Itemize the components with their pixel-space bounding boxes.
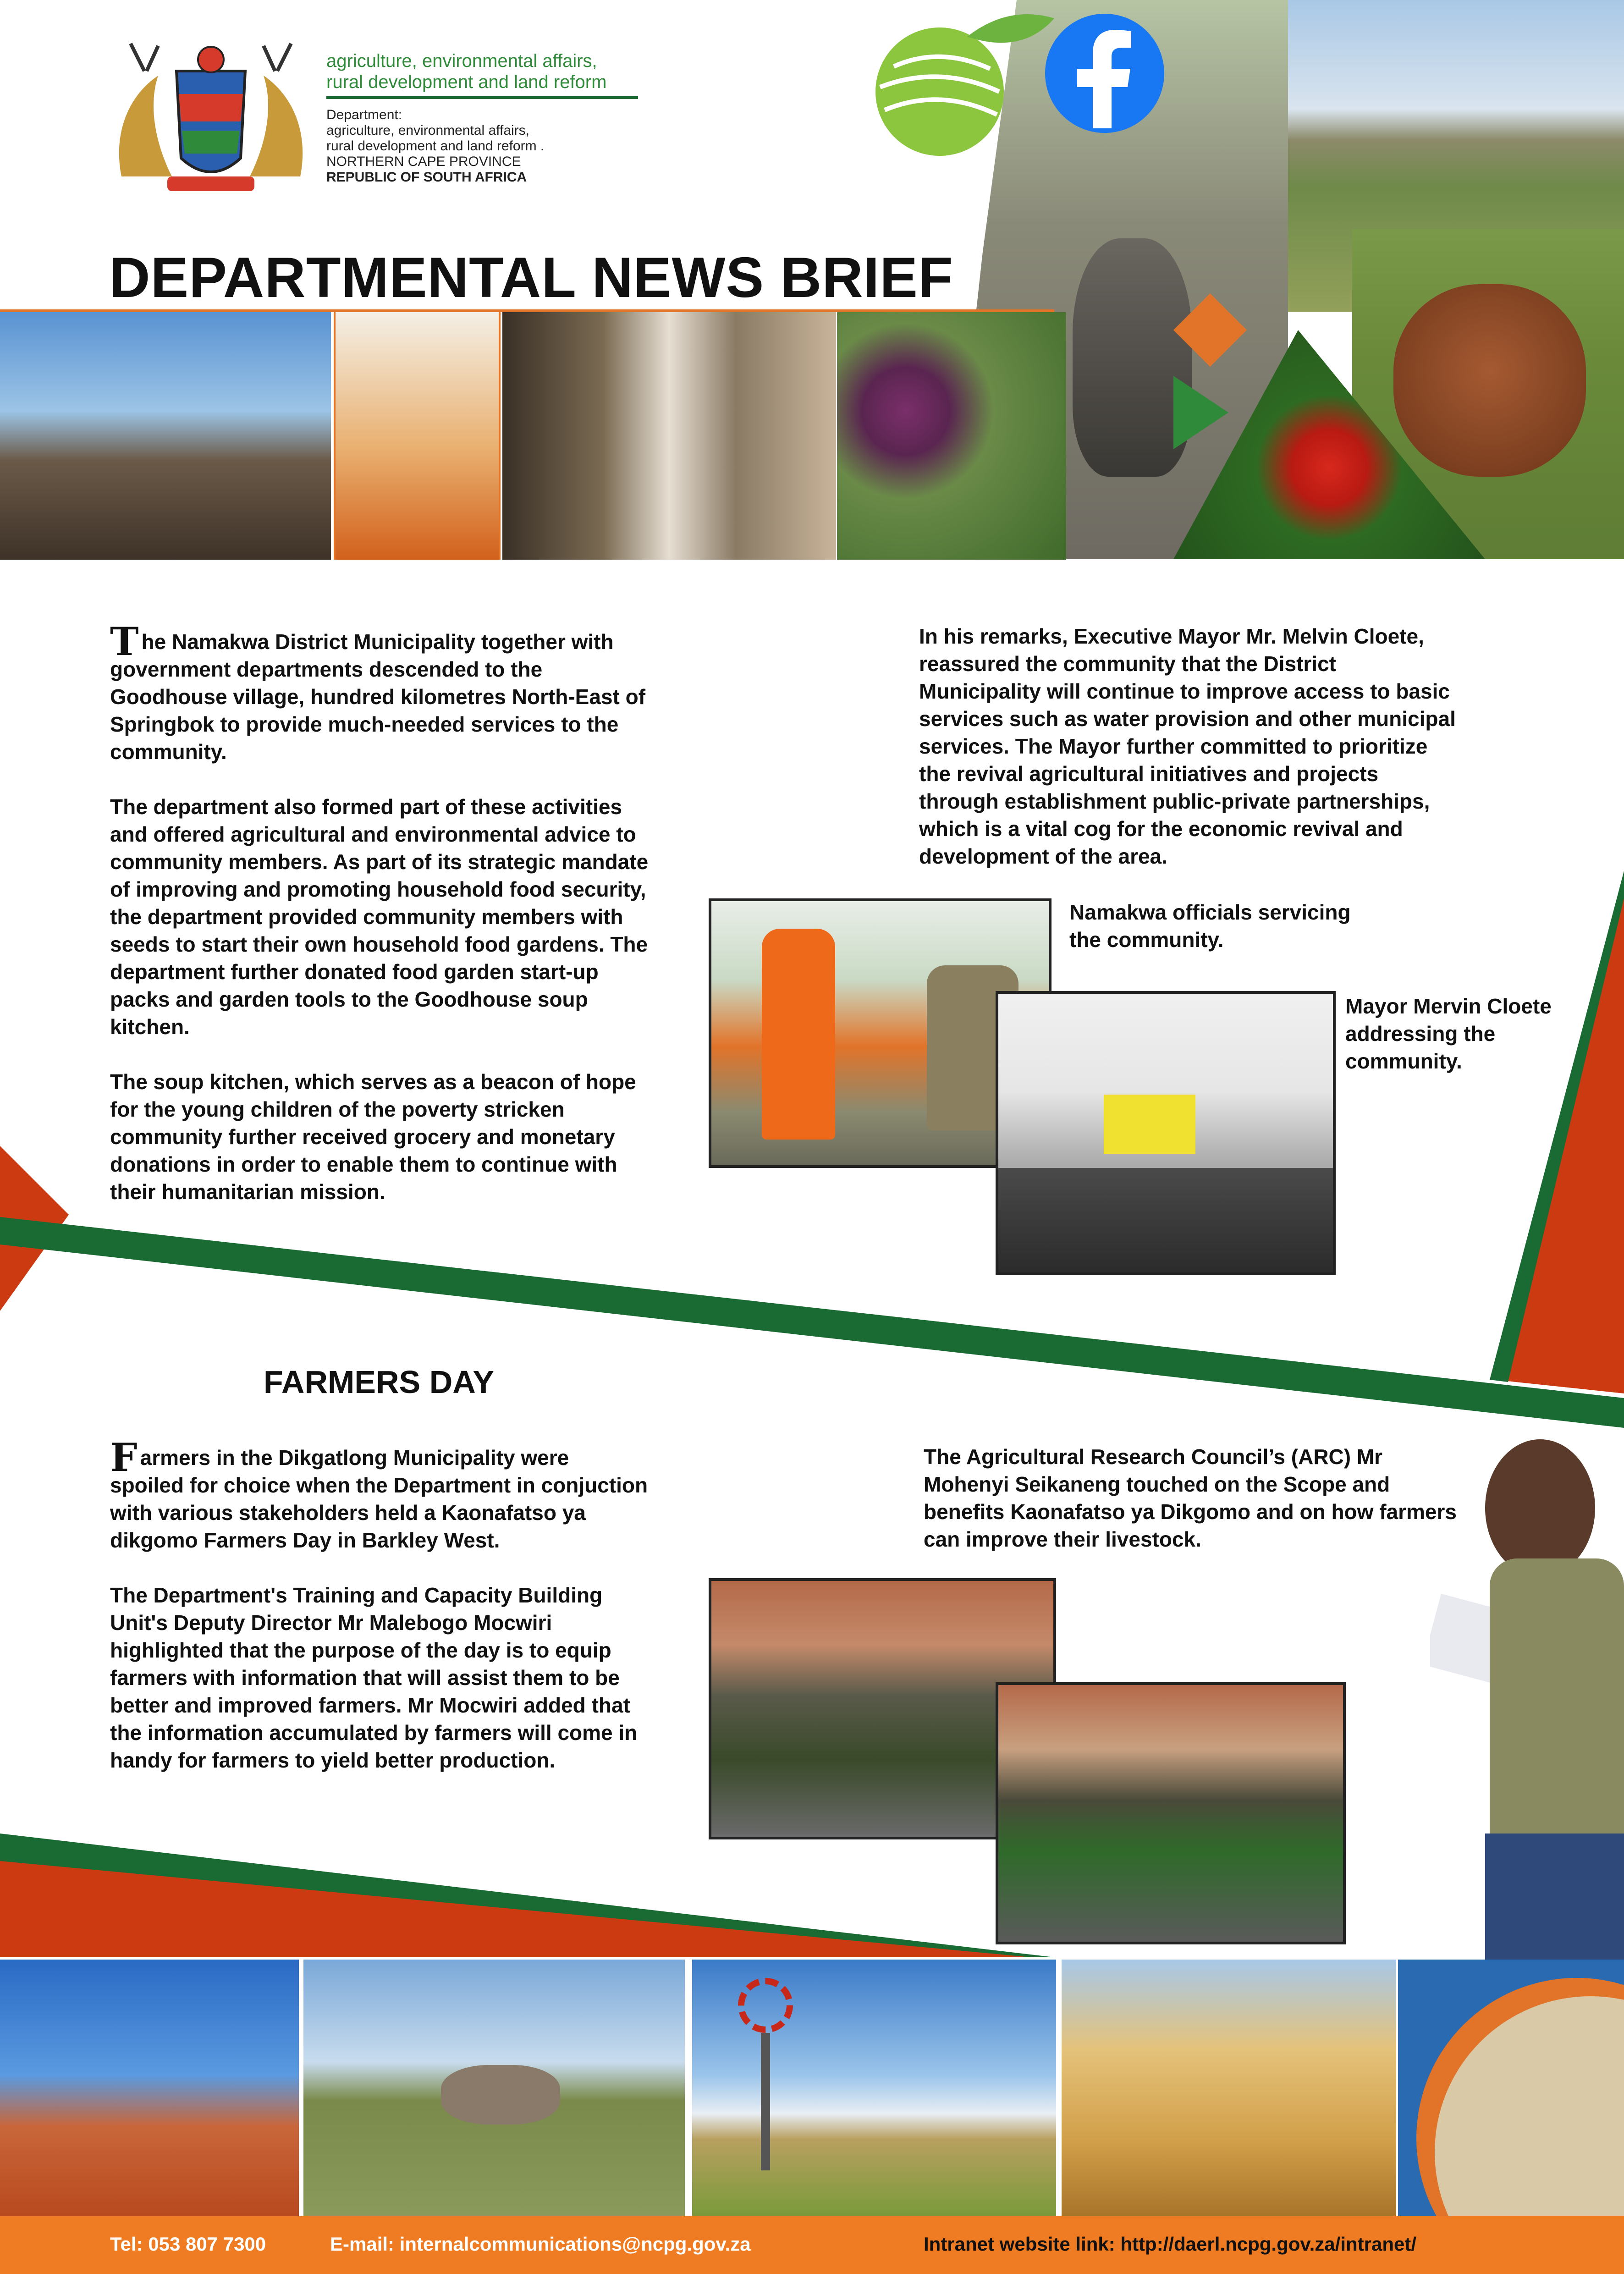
- article-1-right-paragraph: In his remarks, Executive Mayor Mr. Melvin Cloete, reassured the community that the District Municipality will continue to improve access to basic services such as water provision and other municipal services. The Mayor further committed to prioritize the revival agricultural initiatives and projects through establishment public-private partnerships, which is a vital cog for the economic revival and development of the area.: [919, 624, 1456, 868]
- farmers-meeting-photo-2: [996, 1682, 1346, 1944]
- footer-email[interactable]: E-mail: internalcommunications@ncpg.gov.za: [330, 2233, 751, 2255]
- department-details: [326, 107, 544, 185]
- dept-line-1: agriculture, environmental affairs,: [326, 123, 529, 138]
- article-2-left-column: [110, 1435, 720, 1774]
- wheat-photo: [1062, 1960, 1396, 2216]
- page-title: DEPARTMENTAL NEWS BRIEF: [109, 246, 953, 309]
- brand-underline: [326, 96, 638, 99]
- ostrich-photo: [0, 312, 331, 560]
- desert-tree-photo: [0, 1960, 299, 2216]
- article-1-left-column: [110, 619, 720, 1206]
- article-1-paragraph-2: The department also formed part of these activities and offered agricultural and environmental advice to community members. As part of its strategic mandate of improving and promoting household food security, the department provided community members with seeds to start their own household food gardens. The department further donated food garden start-up packs and garden tools to the Goodhouse soup kitchen.: [110, 795, 649, 1039]
- waterfall-photo: [502, 312, 836, 560]
- footer-telephone[interactable]: Tel: 053 807 7300: [110, 2233, 266, 2255]
- article-2-paragraph-2: The Department's Training and Capacity Building Unit's Deputy Director Mr Malebogo Mocwiri highlighted that the purpose of the day is to equip farmers with information that will assist them to be better and improved farmers. Mr Mocwiri added that the information accumulated by farmers will come in handy for farmers to yield better production.: [110, 1583, 638, 1772]
- windmill-photo: [692, 1960, 1056, 2216]
- brand-name: [326, 50, 606, 93]
- footer-intranet-link[interactable]: Intranet website link: http://daerl.ncpg.gov.za/intranet/: [924, 2233, 1416, 2255]
- article-1-paragraph-1: The Namakwa District Municipality together with government departments descended to the Goodhouse village, hundred kilometres North-East of Springbok to provide much-needed services to the community.: [110, 619, 646, 764]
- mayor-addressing-photo: [996, 991, 1336, 1275]
- facebook-icon[interactable]: [1045, 14, 1164, 133]
- brand-line-1: agriculture, environmental affairs,: [326, 51, 597, 71]
- gemsbok-photo: [303, 1960, 685, 2216]
- drop-cap-t: T: [110, 619, 139, 664]
- dept-label: Department:: [326, 107, 402, 122]
- grapes-photo: [837, 312, 1066, 560]
- country: REPUBLIC OF SOUTH AFRICA: [326, 170, 527, 185]
- brand-line-2: rural development and land reform: [326, 72, 607, 92]
- coat-of-arms-icon: [103, 39, 319, 197]
- swoosh-graphic: [1398, 1960, 1624, 2216]
- article-2-right-paragraph: The Agricultural Research Council’s (ARC) Mr Mohenyi Seikaneng touched on the Scope and benefits Kaonafatso ya Dikgomo and on how farmers can improve their livestock.: [924, 1445, 1457, 1551]
- caption-mayor-addressing: Mayor Mervin Cloete addressing the community.: [1345, 994, 1552, 1073]
- dept-line-2: rural development and land reform .: [326, 138, 545, 154]
- arc-speaker-photo: [1430, 1439, 1624, 1971]
- caption-namakwa-officials: Namakwa officials servicing the community.: [1069, 900, 1351, 952]
- farmers-day-heading: FARMERS DAY: [264, 1364, 495, 1400]
- quiver-tree-photo: [334, 312, 501, 560]
- article-2-paragraph-1: Farmers in the Dikgatlong Municipality were spoiled for choice when the Department in conjuction with various stakeholders held a Kaonafatso ya dikgomo Farmers Day in Barkley West.: [110, 1435, 648, 1552]
- leaf-logo-icon: [871, 9, 1063, 156]
- article-1-paragraph-3: The soup kitchen, which serves as a beacon of hope for the young children of the poverty stricken community further received grocery and monetary donations in order to enable them to continue with their humanitarian mission.: [110, 1070, 636, 1204]
- province: NORTHERN CAPE PROVINCE: [326, 154, 521, 169]
- drop-cap-f: F: [110, 1435, 138, 1480]
